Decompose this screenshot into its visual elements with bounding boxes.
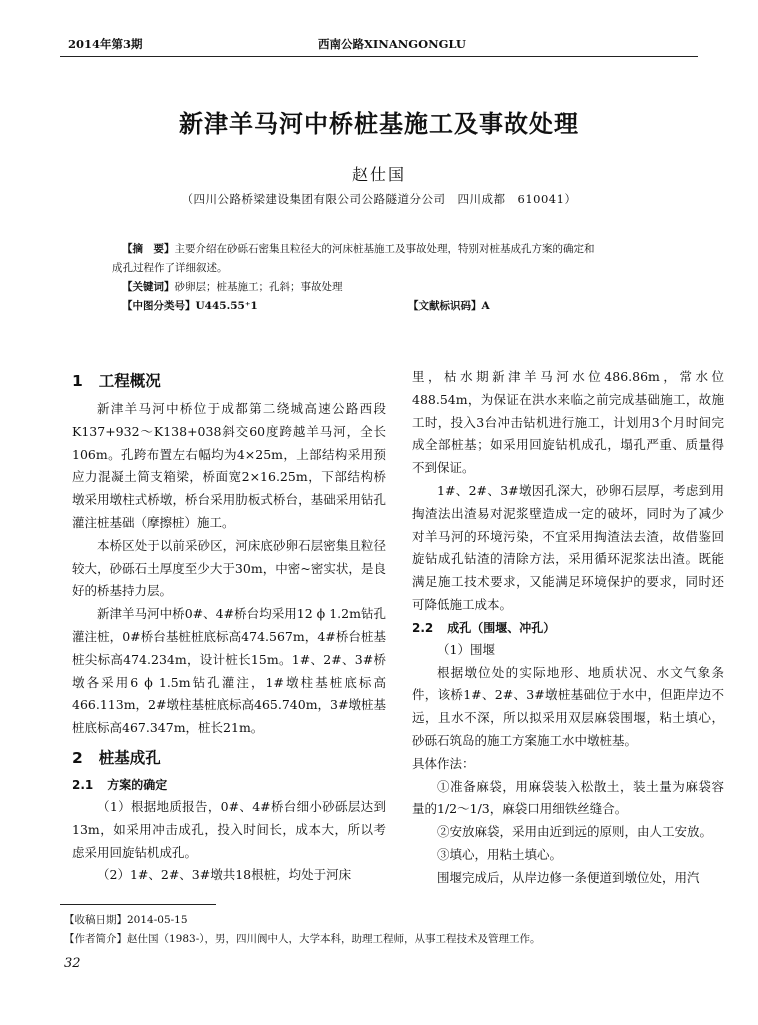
header-rule bbox=[60, 56, 698, 57]
cls-value: U445.55⁺1 bbox=[195, 300, 258, 312]
section-2-title: 桩基成孔 bbox=[98, 748, 161, 767]
journal-name: 西南公路XINANGONGLU bbox=[318, 37, 466, 51]
section-1-number: 1 bbox=[72, 372, 83, 390]
affiliation: （四川公路桥梁建设集团有限公司公路隧道分公司 四川成都 610041） bbox=[181, 192, 577, 206]
abstract-block bbox=[112, 240, 672, 316]
subsection-2-2-heading bbox=[412, 617, 724, 639]
doc-code bbox=[408, 297, 490, 316]
paragraph: 具体作法： bbox=[412, 755, 475, 771]
right-column bbox=[412, 366, 724, 890]
abstract-label: 【摘 要】 bbox=[122, 243, 175, 255]
classification-line bbox=[112, 297, 672, 316]
abstract-text-1: 主要介绍在砂砾石密集且粒径大的河床桩基施工及事故处理，特别对桩基成孔方案的确定和 bbox=[174, 243, 595, 255]
paragraph: 新津羊马河中桥位于成都第二绕城高速公路西段K137+932～K138+038斜交60度跨越羊马河，全长106m。孔跨布置左右幅均为4×25m，上部结构采用预应力混凝土简支箱梁，桥面宽2×16.25m，下部结构桥墩采用墩柱式桥墩，桥台采用肋板式桥台，基础采用钻孔灌注桩基础（摩擦桩）施工。 bbox=[72, 401, 386, 530]
subsection-2-2-title: 成孔（围堰、冲孔） bbox=[447, 620, 556, 635]
section-1-title: 工程概况 bbox=[98, 372, 161, 390]
abstract-text-2: 成孔过程作了详细叙述。 bbox=[112, 262, 228, 274]
author-bio: 【作者简介】赵仕国（1983-），男，四川阆中人，大学本科，助理工程师，从事工程技术及管理工作。 bbox=[64, 933, 541, 945]
subsection-2-1-title: 方案的确定 bbox=[107, 777, 168, 792]
paragraph: （2）1#、2#、3#墩共18根桩，均处于河床 bbox=[97, 867, 352, 883]
doc-label: 【文献标识码】 bbox=[408, 300, 482, 312]
page-number: 32 bbox=[64, 956, 81, 971]
keywords-label: 【关键词】 bbox=[122, 281, 175, 293]
subsubsection-heading: （1）围堰 bbox=[437, 641, 495, 657]
received-date: 【收稿日期】2014-05-15 bbox=[64, 914, 188, 926]
subsection-2-1-heading bbox=[72, 774, 386, 796]
section-2-heading bbox=[72, 747, 386, 769]
author-name: 赵仕国 bbox=[351, 165, 406, 184]
paragraph: 根据墩位处的实际地形、地质状况、水文气象条件，该桥1#、2#、3#墩桩基础位于水中，但距岸边不远，且水不深，所以拟采用双层麻袋围堰，粘土填心，砂砾石筑岛的施工方案施工水中墩桩基。 bbox=[412, 664, 724, 748]
abstract-line-1 bbox=[112, 240, 672, 259]
paragraph: 新津羊马河中桥0#、4#桥台均采用12 ϕ 1.2m钻孔灌注桩，0#桥台基桩桩底标高474.567m，4#桥台桩基桩尖标高474.234m，设计桩长15m。1#、2#、3#桥墩各采用6 ϕ 1.5m钻孔灌注，1#墩柱基桩底标高466.113m，2#墩柱基桩底标高465.740m，3#墩桩基桩底标高467.347m，桩长21m。 bbox=[72, 606, 386, 736]
running-header bbox=[68, 36, 690, 52]
section-1-heading bbox=[72, 370, 386, 392]
left-column bbox=[72, 366, 386, 887]
paper-title: 新津羊马河中桥桩基施工及事故处理 bbox=[179, 110, 579, 138]
paragraph: 里，枯水期新津羊马河水位486.86m，常水位488.54m，为保证在洪水来临之前完成基础施工，故施工时，投入3台冲击钻机进行施工，计划用3个月时间完成全部桩基；如采用回旋钻机成孔，塌孔严重、质量得不到保证。 bbox=[412, 369, 724, 476]
keywords-text: 砂卵层；桩基施工；孔斜；事故处理 bbox=[174, 281, 343, 293]
paragraph: 1#、2#、3#墩因孔深大，砂卵石层厚，考虑到用掏渣法出渣易对泥浆壁造成一定的破坏，同时为了减少对羊马河的环境污染，不宜采用掏渣法去渣，故借鉴回旋钻成孔钻渣的清除方法，采用循环泥浆法出渣。既能满足施工技术要求，又能满足环境保护的要求，同时还可降低施工成本。 bbox=[412, 482, 724, 612]
doc-value: A bbox=[481, 300, 490, 312]
abstract-line-2 bbox=[112, 259, 672, 278]
footnote-rule bbox=[60, 904, 216, 905]
keywords-line bbox=[112, 278, 672, 297]
paragraph: 本桥区处于以前采砂区，河床底砂卵石层密集且粒径较大，砂砾石土厚度至少大于30m，中密~密实状，是良好的桥基持力层。 bbox=[72, 537, 386, 599]
paragraph: ①准备麻袋，用麻袋装入松散土，装土量为麻袋容量的1/2～1/3，麻袋口用细铁丝缝合。 bbox=[412, 778, 724, 817]
paragraph: （1）根据地质报告，0#、4#桥台细小砂砾层达到13m，如采用冲击成孔，投入时间长，成本大，所以考虑采用回旋钻机成孔。 bbox=[72, 798, 386, 860]
paragraph: ②安放麻袋，采用由近到远的原则，由人工安放。 bbox=[437, 824, 713, 840]
paragraph: 围堰完成后，从岸边修一条便道到墩位处，用汽 bbox=[437, 869, 700, 885]
footnotes bbox=[64, 911, 704, 949]
section-2-number: 2 bbox=[72, 748, 83, 767]
subsection-2-1-number: 2.1 bbox=[72, 777, 94, 792]
subsection-2-2-number: 2.2 bbox=[412, 620, 434, 635]
cls-label: 【中图分类号】 bbox=[122, 300, 196, 312]
issue-label: 2014年第3期 bbox=[68, 37, 143, 51]
paragraph: ③填心，用粘土填心。 bbox=[437, 846, 563, 862]
